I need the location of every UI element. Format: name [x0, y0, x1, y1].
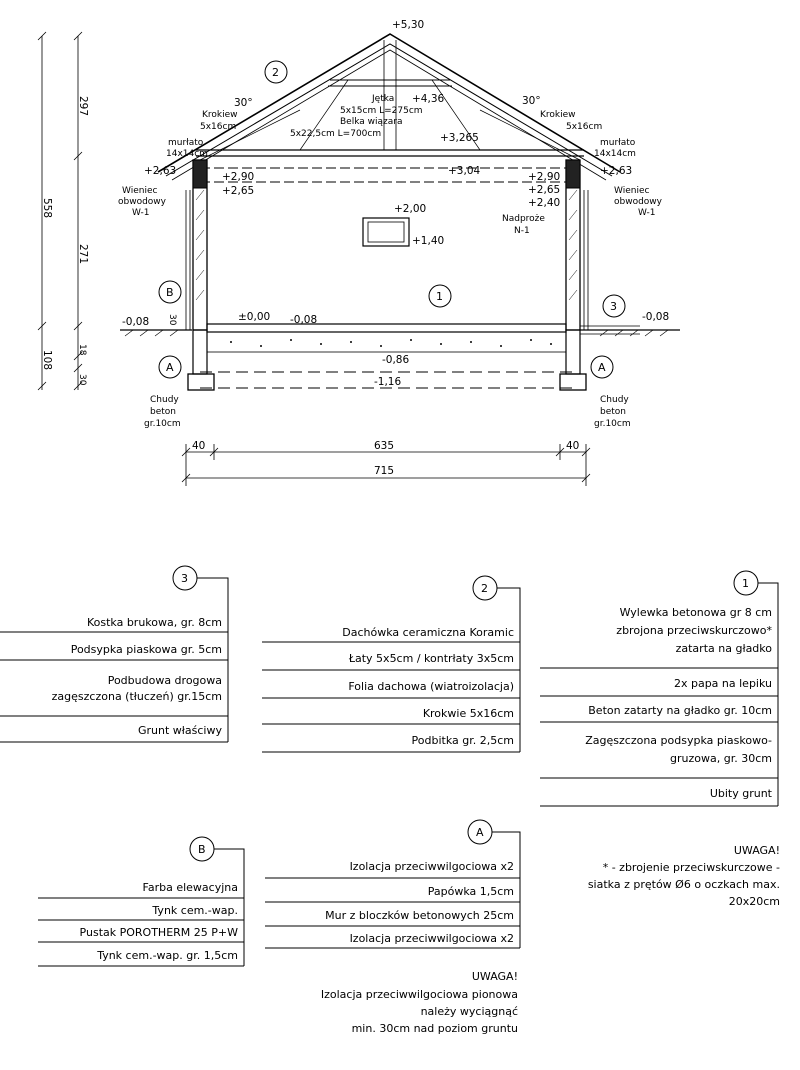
label-chudy-left-2: beton	[150, 407, 176, 417]
angle-right: 30°	[522, 95, 541, 107]
tag-text-2: 2	[272, 66, 279, 79]
legend-b-row-2: Tynk cem.-wap.	[152, 904, 238, 917]
dimension-chains	[38, 32, 590, 486]
label-jetka-size: 5x15cm L=275cm	[340, 106, 423, 116]
legend-3-grid	[0, 578, 228, 742]
elev-200: +2,00	[394, 203, 427, 215]
legend-b-tag: B	[198, 843, 206, 856]
legend-2-row-1: Dachówka ceramiczna Koramic	[342, 626, 514, 639]
legend-1-row-1c: zatarta na gładko	[675, 642, 772, 655]
legend-2-row-5: Podbitka gr. 2,5cm	[411, 734, 514, 747]
note-bottom-1: UWAGA!	[471, 970, 518, 983]
legend-2-row-2: Łaty 5x5cm / kontrłaty 3x5cm	[348, 652, 514, 665]
legend-a-row-1: Izolacja przeciwwilgociowa x2	[349, 860, 514, 873]
legend-1-row-1a: Wylewka betonowa gr 8 cm	[619, 606, 772, 619]
elev-m008-right: -0,08	[642, 311, 670, 323]
ceiling-dashed	[200, 168, 580, 182]
label-wieniec-right-2: obwodowy	[614, 197, 662, 207]
right-wall-hatch	[569, 190, 577, 300]
foundation-wall-right	[566, 330, 580, 374]
legend-b-row-4: Tynk cem.-wap. gr. 1,5cm	[97, 949, 238, 962]
elev-3265: +3,265	[440, 132, 479, 144]
legend-1-row-2: 2x papa na lepiku	[673, 677, 772, 690]
tag-text-3: 3	[610, 300, 617, 313]
legend-2-row-3: Folia dachowa (wiatroizolacja)	[348, 680, 514, 693]
label-chudy-right-1: Chudy	[600, 395, 629, 405]
left-wall-hatch	[196, 190, 204, 300]
elev-000: ±0,00	[238, 311, 271, 323]
label-murlato-left-1: murłato	[168, 138, 204, 148]
floor-slab	[207, 324, 566, 332]
label-chudy-left-1: Chudy	[150, 395, 179, 405]
elev-263-right: +2,63	[600, 165, 633, 177]
label-belka: Belka wiązara	[340, 117, 403, 127]
downpipe-right	[584, 190, 588, 330]
note-right-1: UWAGA!	[733, 844, 780, 857]
tag-text-1: 1	[436, 290, 443, 303]
note-bottom-4: min. 30cm nad poziom gruntu	[351, 1022, 518, 1035]
legend-1-row-5: Ubity grunt	[709, 787, 772, 800]
tie-beam	[196, 150, 584, 156]
elev-263-left: +2,63	[144, 165, 177, 177]
dim-40-left: 40	[192, 440, 206, 452]
ring-beam-right	[566, 160, 580, 188]
dim-ground-30: 30	[167, 314, 177, 326]
tag-text-a-left: A	[166, 361, 174, 374]
legend-b-row-1: Farba elewacyjna	[142, 881, 238, 894]
legend-3-row-2: Podsypka piaskowa gr. 5cm	[70, 643, 222, 656]
dim-715: 715	[374, 465, 395, 477]
legend-1-row-4a: Zagęszczona podsypka piaskowo-	[585, 734, 772, 747]
note-right-4: 20x20cm	[728, 895, 780, 908]
legend-3-row-4: Grunt właściwy	[137, 724, 222, 737]
label-murlato-right-1: murłato	[600, 138, 636, 148]
note-right-2: * - zbrojenie przeciwskurczowe -	[602, 861, 780, 874]
dim-base: 108	[41, 350, 53, 371]
legend-1-tag: 1	[742, 577, 749, 590]
legend-2-grid	[262, 588, 520, 752]
angle-left: 30°	[234, 97, 253, 109]
dim-40-right: 40	[566, 440, 580, 452]
label-wieniec-left-1: Wieniec	[122, 186, 158, 196]
label-jetka: Jętka	[372, 94, 395, 104]
label-chudy-right-3: gr.10cm	[594, 419, 631, 429]
collar-tie	[328, 80, 452, 86]
dim-roof: 297	[77, 96, 89, 117]
label-wieniec-right-3: W-1	[638, 208, 656, 218]
elev-m008-left: -0,08	[122, 316, 150, 328]
label-chudy-left-3: gr.10cm	[144, 419, 181, 429]
elev-304: +3,04	[448, 165, 481, 177]
elev-140: +1,40	[412, 235, 445, 247]
legend-1-row-4b: gruzowa, gr. 30cm	[670, 752, 772, 765]
dim-wall: 271	[77, 244, 89, 265]
note-bottom-2: Izolacja przeciwwilgociowa pionowa	[320, 988, 518, 1001]
legend-b-row-3: Pustak POROTHERM 25 P+W	[79, 926, 238, 939]
label-nadproze-2: N-1	[514, 226, 530, 236]
section-labels	[41, 19, 669, 477]
elev-290-right: +2,90	[528, 171, 561, 183]
legend-a-row-3: Mur z bloczków betonowych 25cm	[325, 909, 514, 922]
dim-30: 30	[77, 374, 87, 386]
elev-265-left: +2,65	[222, 185, 255, 197]
label-belka-size: 5x22,5cm L=700cm	[290, 129, 382, 139]
dim-18: 18	[77, 344, 87, 356]
label-chudy-right-2: beton	[600, 407, 626, 417]
elev-top: +5,30	[392, 19, 425, 31]
tag-text-a-right: A	[598, 361, 606, 374]
tag-text-b: B	[166, 286, 174, 299]
label-nadproze-1: Nadproże	[502, 214, 545, 224]
label-krokiew-left-2: 5x16cm	[200, 122, 237, 132]
dim-total-height: 558	[41, 198, 53, 219]
legend-3-row-3b: zagęszczona (tłuczeń) gr.15cm	[51, 690, 222, 703]
downpipe-left	[186, 190, 190, 330]
elev-436: +4,36	[412, 93, 445, 105]
legend-a-tag: A	[476, 826, 484, 839]
legend-3-row-3a: Podbudowa drogowa	[107, 674, 222, 687]
ring-beam-left	[193, 160, 207, 188]
legend-1-row-3: Beton zatarty na gładko gr. 10cm	[588, 704, 772, 717]
foundation-wall-left	[193, 330, 207, 374]
elev-290-left: +2,90	[222, 171, 255, 183]
elev-m008-floor: -0,08	[290, 314, 318, 326]
floor-subbase	[207, 332, 566, 352]
legend-a-row-2: Papówka 1,5cm	[427, 885, 514, 898]
label-wieniec-left-3: W-1	[132, 208, 150, 218]
legend-1-row-1b: zbrojona przeciwskurczowo*	[616, 624, 772, 637]
label-krokiew-right-1: Krokiew	[540, 110, 576, 120]
legend-3-tag: 3	[181, 572, 188, 585]
floor-subbase-dots	[230, 340, 552, 346]
elev-265-right: +2,65	[528, 184, 561, 196]
elev-m116: -1,16	[374, 376, 402, 388]
legend-2-tag: 2	[481, 582, 488, 595]
label-krokiew-left-1: Krokiew	[202, 110, 238, 120]
label-krokiew-right-2: 5x16cm	[566, 122, 603, 132]
legend-3-row-1: Kostka brukowa, gr. 8cm	[86, 616, 222, 629]
label-wieniec-left-2: obwodowy	[118, 197, 166, 207]
legend-a-row-4: Izolacja przeciwwilgociowa x2	[349, 932, 514, 945]
label-murlato-right-2: 14x14cm	[594, 149, 636, 159]
legend-2-row-4: Krokwie 5x16cm	[422, 707, 514, 720]
note-right-3: siatka z prętów Ø6 o oczkach max.	[587, 878, 780, 891]
dim-635: 635	[374, 440, 395, 452]
label-wieniec-right-1: Wieniec	[614, 186, 650, 196]
label-murlato-left-2: 14x14cm	[166, 149, 208, 159]
elev-m086: -0,86	[382, 354, 410, 366]
window-inner	[368, 222, 404, 242]
note-bottom-3: należy wyciągnąć	[420, 1005, 518, 1018]
elev-240: +2,40	[528, 197, 561, 209]
